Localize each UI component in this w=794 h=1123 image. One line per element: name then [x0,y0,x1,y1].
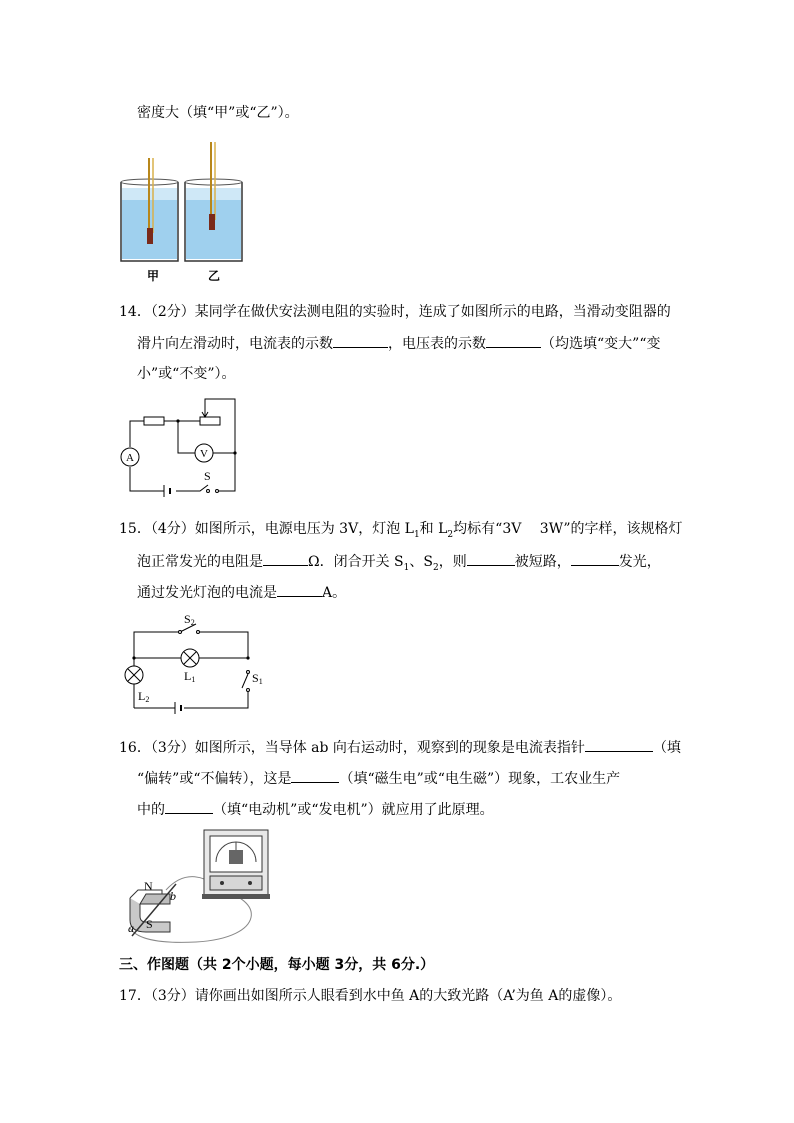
beakers-figure [118,138,248,288]
q14-text: （均选填“变大”“变 [541,336,661,352]
q15-blank-4[interactable] [277,582,322,597]
q16-line-1 [119,737,681,758]
label-l2: L2 [138,689,150,704]
q15-sub: 1 [403,562,410,573]
q15-line-1 [119,519,683,545]
q15-text: Ω．闭合开关 S [308,554,404,570]
q16-text: “偏转”或“不偏转），这是 [137,771,292,787]
q15-line-3 [137,582,346,603]
q17-line: 17．（3分）请你画出如图所示人眼看到水中鱼 A的大致光路（A’为鱼 A的虚像）。 [119,988,622,1004]
label-a: a [128,921,134,935]
magnet-s-label: S [146,917,153,931]
q14-blank-1[interactable] [333,333,388,348]
q14-blank-2[interactable] [486,333,541,348]
q16-blank-3[interactable] [165,799,213,814]
label-l1: L1 [184,669,196,684]
q15-sub: 2 [432,562,439,573]
q15-text: ，则 [438,554,467,570]
q15-blank-1[interactable] [263,551,308,566]
q14-text: 滑片向左滑动时，电流表的示数 [137,336,333,352]
q14-line-2 [137,333,660,354]
q15-text: 被短路， [514,554,571,570]
q14-line-3: 小”或“不变”）。 [137,366,236,382]
q15-text: A。 [322,585,347,601]
q15-text: 均标有“3V 3W”的字样，该规格灯 [453,521,683,537]
q16-text: （填“电动机”或“发电机”）就应用了此原理。 [213,802,494,818]
q14-text: ，电压表的示数 [388,336,486,352]
q14-circuit-figure [120,395,245,501]
q15-text: 发光， [618,554,661,570]
section-3-heading: 三、作图题（共 2个小题，每小题 3分，共 6分.） [119,957,435,973]
q16-text: （填“磁生电”或“电生磁”）现象，工农业生产 [339,771,621,787]
label-b: b [170,889,176,903]
q16-line-2 [137,768,620,789]
q15-text: 和 L [419,521,448,537]
q15-blank-3[interactable] [571,551,619,566]
q15-text: 泡正常发光的电阻是 [137,554,263,570]
q15-text: 通过发光灯泡的电流是 [137,585,277,601]
q16-galvanometer-figure [116,828,276,950]
q15-sub: 1 [413,529,420,540]
magnet-n-label: N [144,879,153,893]
voltmeter-label: V [200,448,208,460]
q16-blank-2[interactable] [291,768,339,783]
q16-line-3 [137,799,494,820]
ammeter-label: A [126,452,134,464]
q16-blank-1[interactable] [585,737,653,752]
q15-text: 、S [409,554,433,570]
q15-line-2 [137,551,661,578]
q15-sub: 2 [447,529,454,540]
q16-text: 中的 [137,802,165,818]
switch-label: S [204,469,211,483]
beaker-right-label: 乙 [208,269,221,283]
q16-text: 16．（3分）如图所示，当导体 ab 向右运动时，观察到的现象是电流表指针 [119,740,585,756]
beaker-left-label: 甲 [147,269,160,283]
intro-line: 密度大（填“甲”或“乙”）。 [137,105,299,121]
q15-circuit-figure [118,612,278,724]
q15-blank-2[interactable] [467,551,515,566]
q14-line-1: 14．（2分）某同学在做伏安法测电阻的实验时，连成了如图所示的电路，当滑动变阻器的 [119,304,671,320]
label-s1: S1 [252,671,263,686]
q15-text: 15．（4分）如图所示，电源电压为 3V，灯泡 L [119,521,414,537]
label-s2: S2 [184,612,195,627]
q16-text: （填 [652,740,681,756]
